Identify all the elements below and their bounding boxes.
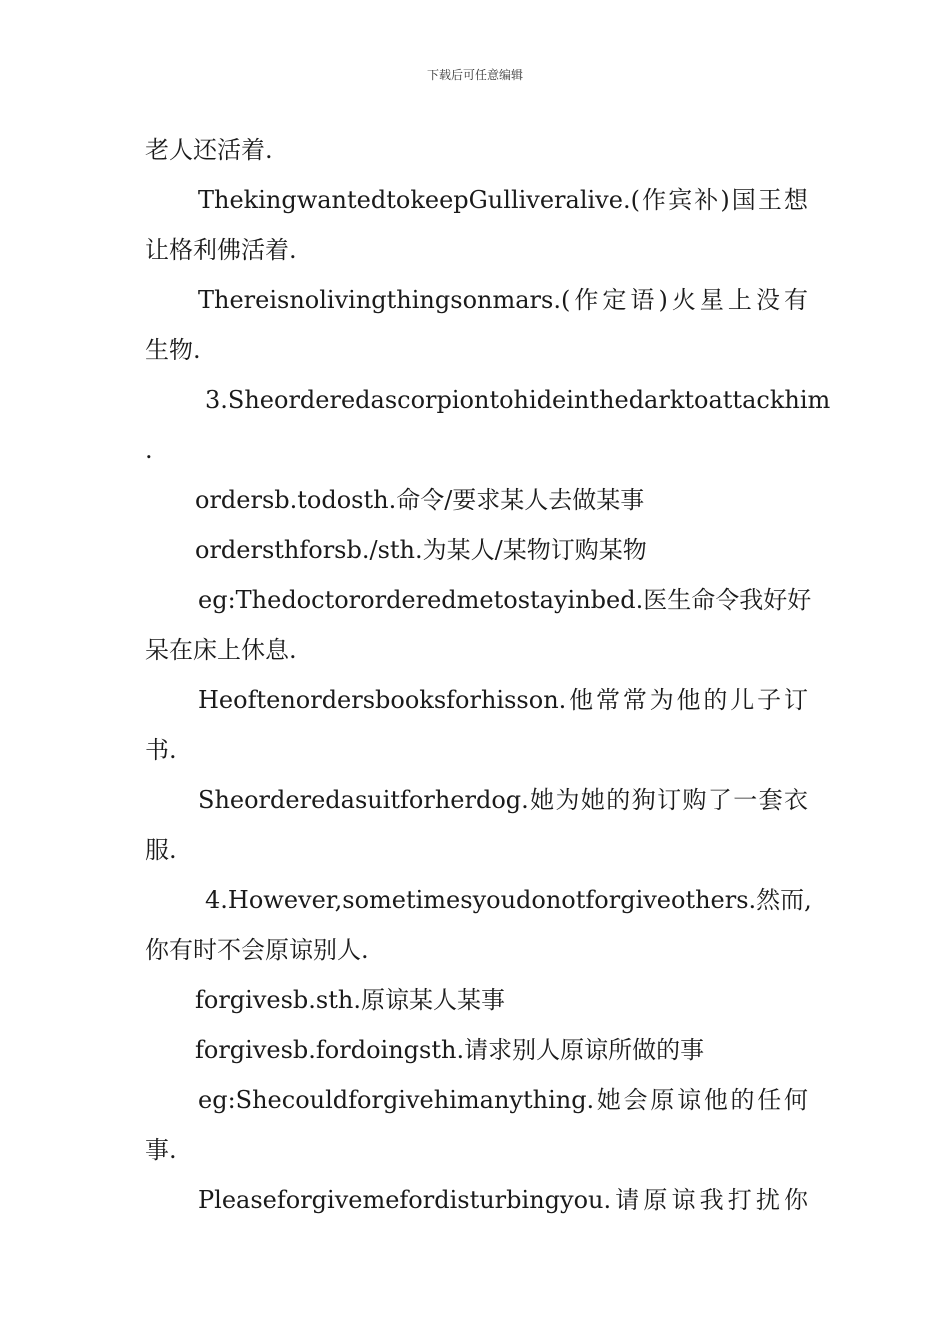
text-line: Sheorderedasuitforherdog.她为她的狗订购了一套衣: [198, 786, 808, 814]
text-line: 让格利佛活着.: [145, 236, 297, 264]
text-line: 呆在床上休息.: [145, 636, 297, 664]
text-line: 事.: [145, 1136, 177, 1164]
text-line: 书.: [145, 736, 177, 764]
text-line: eg:Thedoctororderedmetostayinbed.医生命令我好好: [198, 586, 812, 614]
text-line: 4.However,sometimesyoudonotforgiveothers.然而,: [205, 886, 812, 914]
text-line: 老人还活着.: [145, 136, 273, 164]
text-line: eg:Shecouldforgivehimanything.她会原谅他的任何: [198, 1086, 808, 1114]
text-line: forgivesb.sth.原谅某人某事: [195, 986, 505, 1014]
text-line: Thereisnolivingthingsonmars.(作定语)火星上没有: [198, 286, 808, 314]
text-line: ordersthforsb./sth.为某人/某物订购某物: [195, 536, 647, 564]
text-line: 3.Sheorderedascorpiontohideinthedarktoattackhim: [205, 386, 831, 414]
text-line: Heoftenordersbooksforhisson.他常常为他的儿子订: [198, 686, 808, 714]
text-line: 服.: [145, 836, 177, 864]
text-line: .: [145, 436, 153, 464]
text-line: ThekingwantedtokeepGulliveralive.(作宾补)国王想: [198, 186, 808, 214]
text-line: 你有时不会原谅别人.: [145, 936, 369, 964]
text-line: Pleaseforgivemefordisturbingyou.请原谅我打扰你: [198, 1186, 808, 1214]
text-line: 生物.: [145, 336, 201, 364]
text-line: ordersb.todosth.命令/要求某人去做某事: [195, 486, 645, 514]
text-line: forgivesb.fordoingsth.请求别人原谅所做的事: [195, 1036, 705, 1064]
page-header: 下载后可任意编辑: [426, 68, 523, 82]
